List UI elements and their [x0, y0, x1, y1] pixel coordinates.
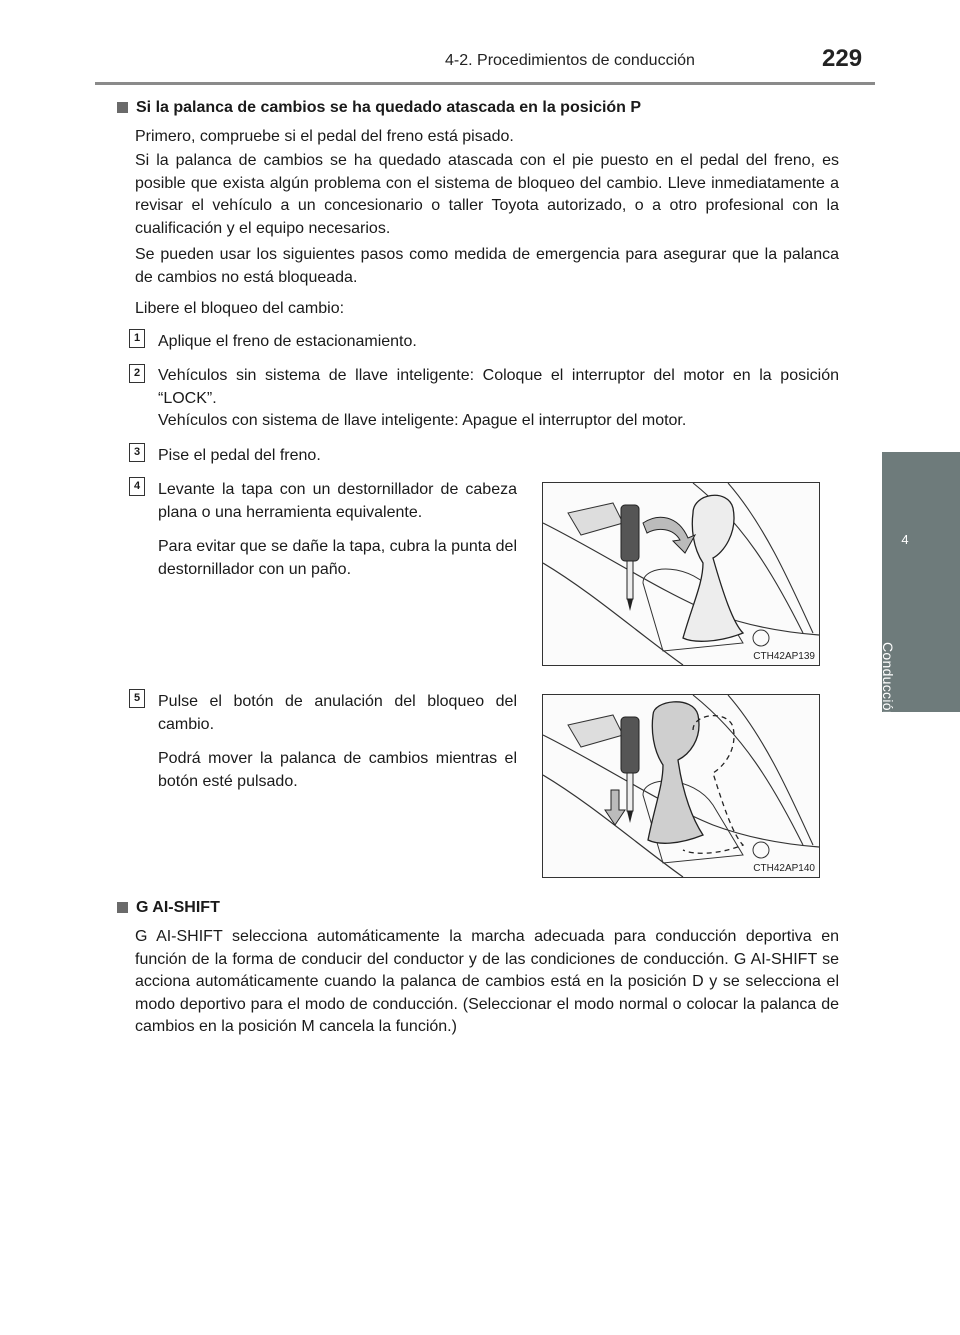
step-2-text: [158, 365, 839, 433]
shift-lever-illustration: [543, 483, 819, 665]
step-text-line: Levante la tapa con un destornillador de cabeza plana o una herramienta equivalente.: [158, 481, 517, 521]
warning-paragraph: Si la palanca de cambios se ha quedado atascada con el pie puesto en el pedal del freno, es posible que exista algún problema con el sistema de bloqueo del cambio. Lleve inmediatamente a revisar el vehículo a un concesionario o taller Toyota autorizado, o a otro profesional con la cualificación y el equipo necesarios.: [135, 152, 839, 237]
step-number-badge: 4: [129, 477, 145, 496]
chapter-number: 4: [901, 532, 909, 547]
section-heading-text: G AI-SHIFT: [136, 899, 220, 916]
step-number-badge: 5: [129, 689, 145, 708]
figure-code: CTH42AP139: [753, 651, 815, 662]
ai-shift-paragraph: G AI-SHIFT selecciona automáticamente la marcha adecuada para conducción deportiva en función de la forma de conducir del conductor y de las condiciones de conducción. G AI-SHIFT se acciona automáticamente cuando la palanca de cambios está en la posición D y se selecciona el modo deportivo para el modo de conducción. (Seleccionar el modo normal o colocar la palanca de cambios en la posición M cancela la función.): [135, 928, 839, 1035]
emergency-paragraph: Se pueden usar los siguientes pasos como medida de emergencia para asegurar que la palanca de cambios no está bloqueada.: [135, 246, 839, 286]
square-bullet-icon: [117, 102, 128, 113]
step-5-text: [158, 691, 517, 793]
step-number-badge: 1: [129, 329, 145, 348]
page-number: 229: [822, 45, 863, 72]
square-bullet-icon: [117, 902, 128, 913]
step-text-line: Pise el pedal del freno.: [158, 447, 321, 464]
shift-lever-override-illustration: [543, 695, 819, 877]
chapter-tab: [880, 452, 960, 719]
section-heading-ai-shift: [117, 899, 220, 917]
step-number-badge: 2: [129, 364, 145, 383]
running-header: 4-2. Procedimientos de conducción: [445, 52, 695, 69]
step-text-line: Vehículos sin sistema de llave inteligente: Coloque el interruptor del motor en la posición “LOCK”.: [158, 367, 839, 407]
step-1-text: [158, 331, 839, 354]
step-text-line: Pulse el botón de anulación del bloqueo del cambio.: [158, 693, 517, 733]
intro-paragraph: Primero, compruebe si el pedal del freno está pisado.: [135, 128, 514, 145]
step-number-badge: 3: [129, 443, 145, 462]
figure-press-override: [542, 694, 820, 878]
release-paragraph: Libere el bloqueo del cambio:: [135, 300, 345, 317]
step-text-line: Aplique el freno de estacionamiento.: [158, 333, 417, 350]
step-4-text: [158, 479, 517, 581]
figure-code: CTH42AP140: [753, 863, 815, 874]
step-text-line: Vehículos con sistema de llave inteligente: Apague el interruptor del motor.: [158, 412, 687, 429]
step-3-text: [158, 445, 839, 468]
step-text-line: Podrá mover la palanca de cambios mientras el botón esté pulsado.: [158, 750, 517, 790]
step-text-line: Para evitar que se dañe la tapa, cubra la punta del destornillador con un paño.: [158, 538, 517, 578]
header-rule: [95, 82, 875, 85]
section-heading-text: Si la palanca de cambios se ha quedado atascada en la posición P: [136, 99, 642, 116]
chapter-label: Conducción: [880, 642, 896, 719]
section-heading-p-stuck: [117, 99, 641, 117]
figure-lift-cover: [542, 482, 820, 666]
